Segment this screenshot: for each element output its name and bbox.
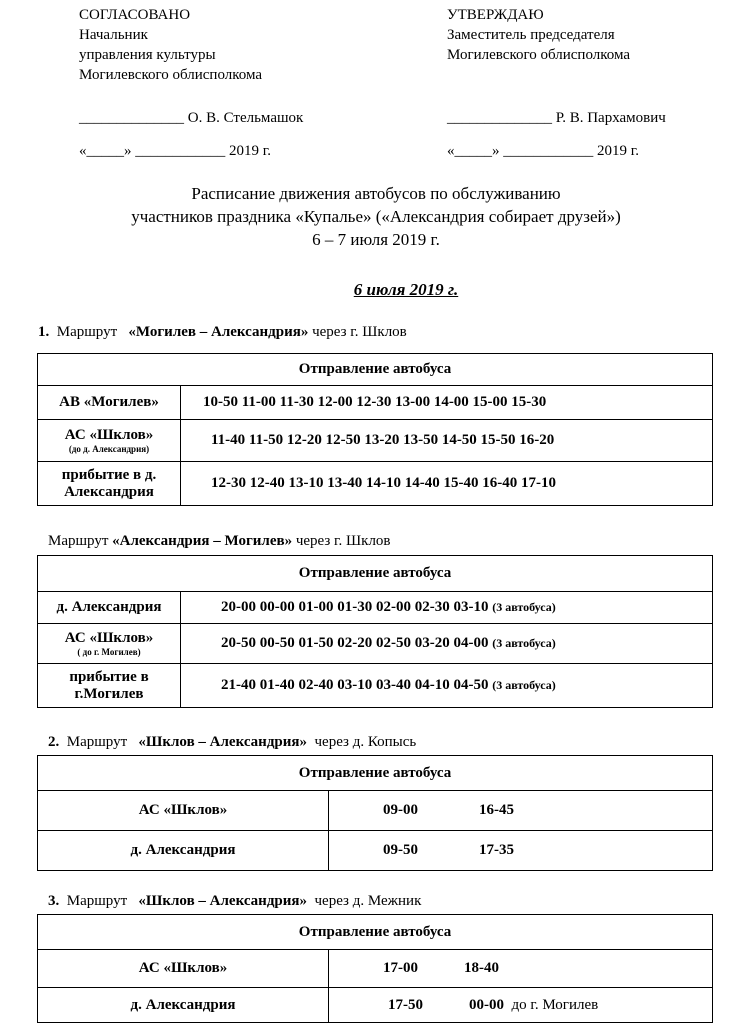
document-title-line: участников праздника «Купалье» («Александрия собирает друзей»)	[131, 207, 621, 226]
departure-time: 17-50	[388, 996, 423, 1013]
departure-times: 12-30 12-40 13-10 13-40 14-10 14-40 15-40 16-40 17-10	[181, 462, 713, 506]
approval-left-line: Начальник	[79, 27, 148, 43]
route-name: «Могилев – Александрия»	[128, 324, 309, 340]
route-via: через г. Шклов	[295, 533, 391, 549]
departure-times	[181, 592, 713, 624]
route-heading	[38, 324, 407, 341]
route-number: 2.	[48, 734, 60, 750]
departure-times	[329, 988, 713, 1023]
route-via: через г. Шклов	[312, 324, 407, 340]
table-row	[38, 592, 713, 624]
table-row	[38, 462, 713, 506]
stop-label: АВ «Могилев»	[38, 386, 181, 420]
departure-times	[181, 664, 713, 708]
route-name: «Александрия – Могилев»	[112, 533, 293, 549]
table-header: Отправление автобуса	[38, 756, 713, 791]
table-row	[38, 386, 713, 420]
route-name: «Шклов – Александрия»	[138, 734, 308, 750]
bus-count-note: (3 автобуса)	[492, 600, 556, 614]
table-row	[38, 420, 713, 462]
approval-left-signature: ______________ О. В. Стельмашок	[79, 110, 304, 126]
approval-left-line: управления культуры	[79, 47, 216, 63]
stop-note: ( до г. Могилев)	[77, 646, 141, 657]
stop-note: (до д. Александрия)	[68, 443, 150, 454]
departure-time: 09-00	[383, 802, 418, 818]
table-row	[38, 664, 713, 708]
route-heading	[48, 893, 421, 910]
schedule-table-2	[37, 755, 713, 871]
route-heading	[48, 533, 391, 550]
route-prefix: Маршрут	[56, 324, 118, 340]
departure-time: 16-45	[479, 802, 514, 818]
schedule-table-1-return	[37, 555, 713, 708]
table-row	[38, 831, 713, 871]
departure-times	[181, 624, 713, 664]
table-row	[38, 791, 713, 831]
schedule-table-3	[37, 914, 713, 1023]
stop-label: д. Александрия	[38, 831, 329, 871]
departure-times: 10-50 11-00 11-30 12-00 12-30 13-00 14-00 15-00 15-30	[181, 386, 713, 420]
departure-times	[329, 791, 713, 831]
departure-time: 00-00	[469, 996, 504, 1013]
document-title-line: Расписание движения автобусов по обслуживанию	[191, 184, 561, 203]
route-via: через д. Межник	[314, 893, 422, 909]
approval-right-date: «_____» ____________ 2019 г.	[447, 143, 639, 159]
departure-times	[329, 950, 713, 988]
stop-label: АС «Шклов»	[38, 791, 329, 831]
departure-times-values: 20-50 00-50 01-50 02-20 02-50 03-20 04-00	[221, 635, 489, 651]
approval-right-title: УТВЕРЖДАЮ	[447, 7, 544, 23]
approval-right-line: Могилевского облисполкома	[447, 47, 631, 63]
approval-right-line: Заместитель председателя	[447, 27, 615, 43]
table-header: Отправление автобуса	[38, 915, 713, 950]
approval-left	[79, 5, 262, 85]
stop-label: прибытие в д. Александрия	[38, 462, 181, 506]
destination-note: до г. Могилев	[511, 996, 599, 1013]
stop-name: АС «Шклов»	[64, 426, 154, 443]
route-heading	[48, 734, 416, 751]
table-row	[38, 950, 713, 988]
route-number: 3.	[48, 893, 60, 909]
approval-left-date: «_____» ____________ 2019 г.	[79, 143, 271, 159]
approval-left-title: СОГЛАСОВАНО	[79, 7, 191, 23]
day-heading: 6 июля 2019 г.	[353, 280, 459, 299]
departure-time: 17-35	[479, 842, 514, 858]
stop-label: АС «Шклов»	[38, 950, 329, 988]
table-row	[38, 624, 713, 664]
route-via: через д. Копысь	[314, 734, 417, 750]
approval-right	[447, 5, 630, 65]
departure-times-values: 21-40 01-40 02-40 03-10 03-40 04-10 04-50	[221, 677, 489, 693]
departure-times-values: 20-00 00-00 01-00 01-30 02-00 02-30 03-10	[221, 599, 489, 615]
route-prefix: Маршрут	[48, 533, 109, 549]
document-title-date: 6 – 7 июля 2019 г.	[312, 230, 440, 249]
departure-time: 17-00	[383, 960, 418, 976]
route-name: «Шклов – Александрия»	[138, 893, 308, 909]
stop-label	[38, 420, 181, 462]
table-header: Отправление автобуса	[38, 354, 713, 386]
stop-label: д. Александрия	[38, 988, 329, 1023]
bus-count-note: (3 автобуса)	[492, 636, 556, 650]
bus-count-note: (3 автобуса)	[492, 678, 556, 692]
stop-label: прибытие в г.Могилев	[38, 664, 181, 708]
table-row	[38, 988, 713, 1023]
approval-right-signature: ______________ Р. В. Пархамович	[447, 110, 666, 126]
approval-left-line: Могилевского облисполкома	[79, 67, 263, 83]
table-header: Отправление автобуса	[38, 556, 713, 592]
stop-label	[38, 624, 181, 664]
departure-times	[329, 831, 713, 871]
stop-name: АС «Шклов»	[64, 629, 154, 646]
departure-times: 11-40 11-50 12-20 12-50 13-20 13-50 14-50 15-50 16-20	[181, 420, 713, 462]
departure-time: 18-40	[464, 960, 499, 976]
route-prefix: Маршрут	[66, 893, 128, 909]
route-prefix: Маршрут	[66, 734, 128, 750]
departure-time: 09-50	[383, 842, 418, 858]
stop-label: д. Александрия	[38, 592, 181, 624]
route-number: 1.	[38, 324, 50, 340]
schedule-table-1	[37, 353, 713, 506]
